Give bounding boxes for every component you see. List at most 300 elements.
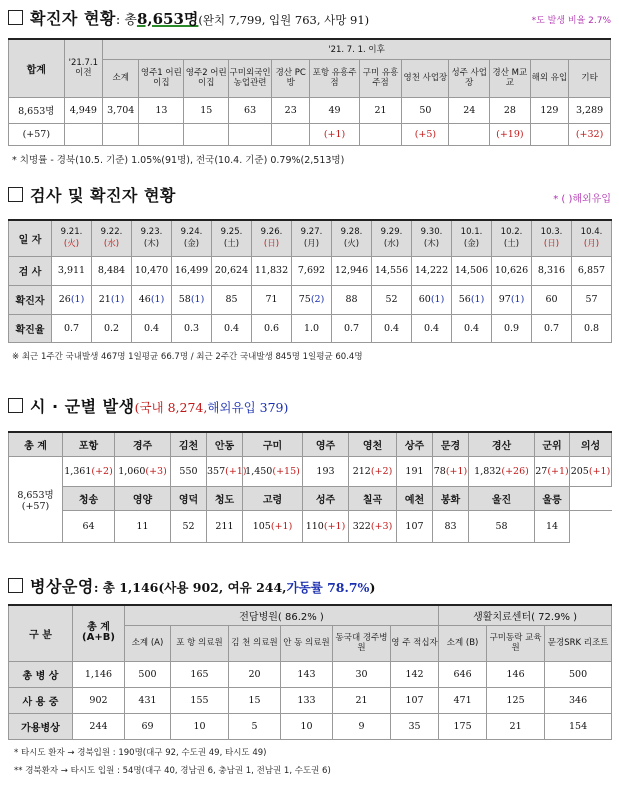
district-value-cell	[303, 456, 349, 486]
confirmed-delta-cell: (+57)	[9, 123, 65, 145]
date-cell	[532, 220, 572, 256]
confirmed-delta-cell: (+32)	[569, 123, 611, 145]
confirmed-number: 21	[98, 294, 111, 305]
date-cell	[52, 220, 92, 256]
date-cell	[292, 220, 332, 256]
bed-value-cell: 154	[545, 713, 612, 739]
rate-cell: 0.6	[252, 314, 292, 342]
header-period: '21. 7. 1. 이후	[103, 39, 611, 59]
facility-header: 영 주 적십자	[391, 625, 439, 661]
confirmed-count-cell: 8,653명	[9, 97, 65, 123]
section-beds	[8, 574, 611, 776]
district-name: 울릉	[535, 486, 570, 510]
bed-value-cell: 133	[281, 687, 333, 713]
confirmed-delta-cell	[103, 123, 139, 145]
tests-table	[8, 219, 612, 343]
district-delta: (+1)	[547, 465, 569, 477]
test-count-cell: 14,222	[412, 256, 452, 285]
bed-value-cell: 21	[333, 687, 391, 713]
district-delta: (+2)	[370, 465, 393, 477]
test-count-cell: 14,556	[372, 256, 412, 285]
district-name: 의성	[570, 432, 612, 456]
confirmed-cell	[532, 285, 572, 314]
district-name: 영양	[115, 486, 171, 510]
district-value-cell	[243, 510, 303, 542]
date-weekday: (土)	[503, 239, 520, 250]
district-value-cell	[63, 510, 115, 542]
overseas-count: 해외유입 379	[207, 400, 284, 415]
date-cell	[132, 220, 172, 256]
overseas-number: (2)	[310, 294, 325, 305]
overseas-number: (1)	[190, 294, 205, 305]
test-count-cell: 16,499	[172, 256, 212, 285]
district-delta: (+26)	[501, 465, 529, 477]
bed-value-cell: 5	[229, 713, 281, 739]
date-weekday: (土)	[223, 239, 240, 250]
district-count: 193	[316, 465, 335, 477]
header-cluster: 영천 사업장	[402, 59, 449, 97]
bed-value-cell: 35	[391, 713, 439, 739]
district-name: 경주	[115, 432, 171, 456]
district-count: 52	[182, 520, 195, 532]
district-value-cell	[570, 456, 612, 486]
confirmed-number: 60	[545, 294, 558, 305]
district-value-cell	[171, 456, 207, 486]
date-weekday: (水)	[383, 239, 400, 250]
date-weekday: (火)	[343, 239, 360, 250]
confirmed-count-cell: 15	[184, 97, 229, 123]
facility-header: 동국대 경주병원	[333, 625, 391, 661]
district-name: 영천	[349, 432, 397, 456]
confirmed-delta-cell	[139, 123, 184, 145]
bed-value-cell: 175	[439, 713, 487, 739]
bed-value-cell: 155	[171, 687, 229, 713]
bed-value-cell: 143	[281, 661, 333, 687]
rate-cell: 1.0	[292, 314, 332, 342]
bed-value-cell: 500	[125, 661, 171, 687]
district-name: 칠곡	[349, 486, 397, 510]
confirmed-count-cell: 3,704	[103, 97, 139, 123]
district-value-cell	[469, 510, 535, 542]
rate-cell: 0.9	[492, 314, 532, 342]
district-value-cell	[243, 456, 303, 486]
rate-cell: 0.4	[372, 314, 412, 342]
confirmed-count-cell: 4,949	[64, 97, 102, 123]
district-count: 191	[405, 465, 424, 477]
bed-value-cell: 244	[73, 713, 125, 739]
confirmed-number: 75	[298, 294, 311, 305]
date-cell	[332, 220, 372, 256]
section-title-row	[8, 183, 611, 206]
date-day: 9.24.	[180, 227, 203, 238]
district-count: 27	[535, 465, 548, 477]
confirmed-cell	[332, 285, 372, 314]
header-cluster: 구미외국인 농업관련	[229, 59, 272, 97]
district-name: 안동	[207, 432, 243, 456]
confirmed-cell	[452, 285, 492, 314]
bed-value-cell: 9	[333, 713, 391, 739]
district-count: 11	[136, 520, 149, 532]
date-cell	[412, 220, 452, 256]
district-delta: (+1)	[270, 520, 293, 532]
district-delta: (+1)	[323, 520, 346, 532]
confirmed-number: 88	[345, 294, 358, 305]
date-day: 9.21.	[60, 227, 83, 238]
district-count: 107	[405, 520, 424, 532]
test-count-cell: 10,626	[492, 256, 532, 285]
bed-value-cell: 902	[73, 687, 125, 713]
facility-header: 안 동 의료원	[281, 625, 333, 661]
bed-value-cell: 10	[281, 713, 333, 739]
bed-value-cell: 125	[487, 687, 545, 713]
confirmed-number: 52	[385, 294, 398, 305]
rate-cell: 0.7	[52, 314, 92, 342]
header-cluster: 영주1 어린이집	[139, 59, 184, 97]
test-count-cell: 12,946	[332, 256, 372, 285]
facility-header: 구미동락 교육원	[487, 625, 545, 661]
rate-label: 확진율	[9, 314, 52, 342]
empty-cell	[570, 510, 612, 542]
section-title: 확진자 현황	[30, 9, 116, 28]
date-day: 10.1.	[460, 227, 483, 238]
bed-value-cell: 500	[545, 661, 612, 687]
district-name: 군위	[535, 432, 570, 456]
district-value-cell	[397, 456, 433, 486]
district-name: 봉화	[433, 486, 469, 510]
date-day: 10.4.	[580, 227, 603, 238]
header-subtotal: 소계	[103, 59, 139, 97]
district-count: 110	[305, 520, 324, 532]
date-cell	[492, 220, 532, 256]
confirmed-cell	[572, 285, 612, 314]
district-value-cell	[115, 456, 171, 486]
date-cell	[372, 220, 412, 256]
district-table	[8, 431, 612, 543]
test-count-cell: 3,911	[52, 256, 92, 285]
date-weekday: (日)	[543, 239, 560, 250]
rate-cell: 0.8	[572, 314, 612, 342]
date-weekday: (金)	[183, 239, 200, 250]
confirmed-cell	[212, 285, 252, 314]
district-delta: (+15)	[272, 465, 300, 477]
confirmed-delta-cell: (+1)	[310, 123, 359, 145]
confirmed-number: 46	[138, 294, 151, 305]
summary-detail: (완치 7,799, 입원 763, 사망 91)	[198, 13, 370, 27]
section-title: 검사 및 확진자 현황	[30, 186, 176, 205]
test-count-cell: 8,316	[532, 256, 572, 285]
bed-row-label: 총 병 상	[9, 661, 73, 687]
district-count: 1,450	[245, 465, 273, 477]
test-count-cell: 8,484	[92, 256, 132, 285]
confirmed-cell	[372, 285, 412, 314]
empty-cell	[570, 486, 612, 510]
test-count-cell: 11,832	[252, 256, 292, 285]
district-count: 211	[215, 520, 234, 532]
rate-cell: 0.3	[172, 314, 212, 342]
confirmed-cell	[292, 285, 332, 314]
district-delta: (+3)	[370, 520, 393, 532]
checkbox-square-icon	[8, 398, 23, 413]
district-name: 영주	[303, 432, 349, 456]
bed-value-cell: 142	[391, 661, 439, 687]
confirmed-count-cell: 21	[359, 97, 402, 123]
date-weekday: (水)	[103, 239, 120, 250]
date-day: 9.25.	[220, 227, 243, 238]
confirmed-cell	[52, 285, 92, 314]
test-count-cell: 20,624	[212, 256, 252, 285]
confirmed-label: 확진자	[9, 285, 52, 314]
district-value-cell	[349, 456, 397, 486]
district-name: 상주	[397, 432, 433, 456]
total-delta: (+57)	[21, 500, 50, 512]
confirmed-number: 26	[58, 294, 71, 305]
date-day: 9.23.	[140, 227, 163, 238]
district-count: 322	[352, 520, 371, 532]
rate-cell: 0.4	[132, 314, 172, 342]
district-name: 영덕	[171, 486, 207, 510]
district-count: 1,361	[64, 465, 92, 477]
bed-row-label: 가용병상	[9, 713, 73, 739]
date-label: 일 자	[9, 220, 52, 256]
facility-header: 김 천 의료원	[229, 625, 281, 661]
bed-value-cell: 1,146	[73, 661, 125, 687]
header-cluster: 영주2 어린이집	[184, 59, 229, 97]
date-day: 9.26.	[260, 227, 283, 238]
sub-close: )	[283, 400, 289, 415]
section-title-row	[8, 6, 611, 29]
date-day: 10.3.	[540, 227, 563, 238]
rate-cell: 0.4	[412, 314, 452, 342]
bed-value-cell: 646	[439, 661, 487, 687]
district-count: 212	[352, 465, 371, 477]
section-tests	[8, 183, 611, 362]
transfer-footnote-2: ** 경북환자 → 타시도 입원 : 54명(대구 40, 경남권 6, 충남권 1, 전남권 1, 수도권 6)	[14, 766, 331, 776]
treatment-center-header: 생활치료센터( 72.9% )	[439, 605, 612, 625]
confirmed-number: 60	[418, 294, 431, 305]
confirmed-cell	[492, 285, 532, 314]
district-name: 고령	[243, 486, 303, 510]
district-count: 1,060	[118, 465, 146, 477]
confirmed-cell	[132, 285, 172, 314]
date-weekday: (月)	[583, 239, 600, 250]
rate-cell: 0.4	[212, 314, 252, 342]
district-value-cell	[115, 510, 171, 542]
section-title: 시 · 군별 발생	[30, 397, 135, 416]
date-weekday: (火)	[63, 239, 80, 250]
district-name: 문경	[433, 432, 469, 456]
rate-cell: 0.7	[532, 314, 572, 342]
confirmed-count-cell: 23	[271, 97, 309, 123]
facility-header: 포 항 의료원	[171, 625, 229, 661]
confirmed-cell	[172, 285, 212, 314]
district-count: 550	[179, 465, 198, 477]
bed-value-cell: 20	[229, 661, 281, 687]
domestic-count: 국내 8,274,	[139, 400, 208, 415]
transfer-footnote-1: * 타시도 환자 → 경북입원 : 190명(대구 92, 수도권 49, 타시도 49)	[14, 748, 267, 758]
bed-value-cell: 165	[171, 661, 229, 687]
date-cell	[212, 220, 252, 256]
confirmed-delta-cell: (+5)	[402, 123, 449, 145]
header-overseas: 해외 유입	[530, 59, 568, 97]
checkbox-square-icon	[8, 187, 23, 202]
confirmed-delta-cell	[64, 123, 102, 145]
header-other: 기타	[569, 59, 611, 97]
confirmed-delta-cell	[184, 123, 229, 145]
overseas-number: (1)	[110, 294, 125, 305]
district-name: 청송	[63, 486, 115, 510]
date-day: 9.22.	[100, 227, 123, 238]
date-weekday: (金)	[463, 239, 480, 250]
date-cell	[572, 220, 612, 256]
total-label: 총 계	[9, 432, 63, 456]
district-count: 64	[82, 520, 95, 532]
district-value-cell	[171, 510, 207, 542]
district-value-cell	[303, 510, 349, 542]
confirmed-count-cell: 129	[530, 97, 568, 123]
district-count: 83	[444, 520, 457, 532]
confirmed-count-cell: 49	[310, 97, 359, 123]
district-count: 205	[570, 465, 589, 477]
total-value: 8,653명	[17, 489, 54, 501]
confirmed-delta-cell	[449, 123, 490, 145]
district-count: 78	[433, 465, 446, 477]
district-value-cell	[63, 456, 115, 486]
facility-header: 소계 (A)	[125, 625, 171, 661]
test-count-cell: 7,692	[292, 256, 332, 285]
bed-value-cell: 10	[171, 713, 229, 739]
section-title: 병상운영	[30, 577, 94, 596]
confirmed-delta-cell	[530, 123, 568, 145]
district-delta: (+1)	[225, 465, 247, 477]
district-name: 경산	[469, 432, 535, 456]
date-day: 9.29.	[380, 227, 403, 238]
beds-summary: : 총 1,146(사용 902, 여유 244,	[93, 580, 287, 595]
confirmed-number: 58	[178, 294, 191, 305]
confirmed-count-cell: 63	[229, 97, 272, 123]
date-weekday: (木)	[423, 239, 440, 250]
bed-row-label: 사 용 중	[9, 687, 73, 713]
confirmed-cell	[92, 285, 132, 314]
district-value-cell	[469, 456, 535, 486]
bed-value-cell: 69	[125, 713, 171, 739]
district-name: 성주	[303, 486, 349, 510]
date-day: 9.30.	[420, 227, 443, 238]
district-name: 김천	[171, 432, 207, 456]
test-count-cell: 6,857	[572, 256, 612, 285]
date-day: 9.27.	[300, 227, 323, 238]
summary-prefix: : 총	[115, 13, 137, 28]
confirmed-count-cell: 13	[139, 97, 184, 123]
occupancy-rate: 가동률 78.7%	[286, 580, 370, 595]
weekly-footnote: ※ 최근 1주간 국내발생 467명 1일평균 66.7명 / 최근 2주간 국내발생 845명 1일평균 60.4명	[12, 352, 363, 362]
district-delta: (+1)	[445, 465, 468, 477]
confirmed-number: 71	[265, 294, 278, 305]
rate-cell: 0.7	[332, 314, 372, 342]
checkbox-square-icon	[8, 10, 23, 25]
total-value-cell	[9, 456, 63, 542]
district-delta: (+1)	[588, 465, 611, 477]
date-cell	[92, 220, 132, 256]
beds-table	[8, 604, 612, 740]
header-cluster: 성주 사업장	[449, 59, 490, 97]
summary-total: 8,653명	[136, 10, 199, 28]
confirmed-number: 97	[498, 294, 511, 305]
bed-value-cell: 21	[487, 713, 545, 739]
confirmed-delta-cell	[229, 123, 272, 145]
district-value-cell	[207, 510, 243, 542]
section-confirmed-status	[8, 6, 611, 166]
bed-value-cell: 107	[391, 687, 439, 713]
confirmed-cell	[412, 285, 452, 314]
confirmed-count-cell: 28	[490, 97, 531, 123]
date-weekday: (木)	[143, 239, 160, 250]
test-label: 검 사	[9, 256, 52, 285]
district-value-cell	[433, 456, 469, 486]
overseas-number: (1)	[150, 294, 165, 305]
confirmed-count-cell: 24	[449, 97, 490, 123]
header-total: 합계	[9, 39, 65, 97]
checkbox-square-icon	[8, 578, 23, 593]
date-day: 9.28.	[340, 227, 363, 238]
date-weekday: (月)	[303, 239, 320, 250]
district-value-cell	[433, 510, 469, 542]
date-cell	[172, 220, 212, 256]
fatality-footnote: * 치명률 - 경북(10.5. 기준) 1.05%(91명), 전국(10.4. 기준) 0.79%(2,513명)	[12, 155, 345, 166]
district-count: 58	[495, 520, 508, 532]
confirmed-delta-cell	[271, 123, 309, 145]
bed-value-cell: 431	[125, 687, 171, 713]
section-district	[8, 394, 611, 532]
header-cluster: 포항 유흥주점	[310, 59, 359, 97]
bed-value-cell: 30	[333, 661, 391, 687]
confirmed-delta-cell	[359, 123, 402, 145]
overseas-number: (1)	[470, 294, 485, 305]
overseas-number: (1)	[510, 294, 525, 305]
date-weekday: (日)	[263, 239, 280, 250]
date-cell	[452, 220, 492, 256]
occurrence-rate-note: *도 발생 비율 2.7%	[531, 16, 611, 26]
overseas-number: (1)	[70, 294, 85, 305]
district-count: 105	[252, 520, 271, 532]
facility-header: 소계 (B)	[439, 625, 487, 661]
division-header: 구 분	[9, 605, 73, 661]
confirmed-delta-cell: (+19)	[490, 123, 531, 145]
bed-value-cell: 346	[545, 687, 612, 713]
overseas-number: (1)	[430, 294, 445, 305]
facility-header: 문경SRK 리조트	[545, 625, 612, 661]
confirmed-number: 57	[585, 294, 598, 305]
dedicated-hospital-header: 전담병원( 86.2% )	[125, 605, 439, 625]
total-header: 총 계 (A+B)	[73, 605, 125, 661]
district-name: 울진	[469, 486, 535, 510]
district-name: 예천	[397, 486, 433, 510]
section-title-row	[8, 394, 611, 417]
district-count: 1,832	[474, 465, 502, 477]
header-cluster: 경산 PC방	[271, 59, 309, 97]
rate-cell: 0.4	[452, 314, 492, 342]
sub-open: (	[134, 400, 140, 415]
bed-value-cell: 471	[439, 687, 487, 713]
district-name: 포항	[63, 432, 115, 456]
district-value-cell	[535, 510, 570, 542]
test-count-cell: 10,470	[132, 256, 172, 285]
district-delta: (+2)	[91, 465, 113, 477]
district-value-cell	[349, 510, 397, 542]
header-cluster: 구미 유흥주점	[359, 59, 402, 97]
date-cell	[252, 220, 292, 256]
header-before: '21.7.1 이전	[64, 39, 102, 97]
confirmed-count-cell: 50	[402, 97, 449, 123]
